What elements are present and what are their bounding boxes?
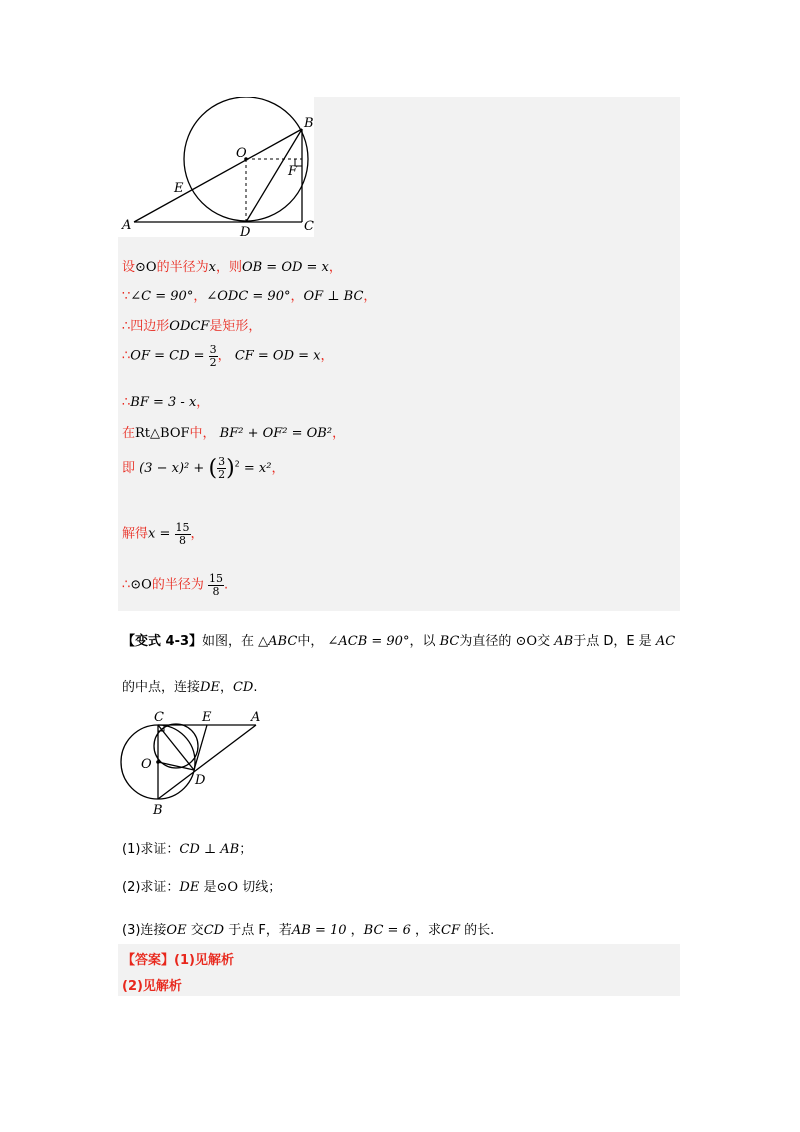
solution-line-8: 解得x = $\frac{15}{8}$ ， [122, 521, 204, 547]
solution-line-1: 设⊙O的半径为x，则OB = OD = x， [122, 260, 342, 275]
fraction-15-8: $\frac{15}{8}$ [175, 521, 190, 547]
figure1-line-AB [134, 129, 302, 222]
figure1-label-A: A [122, 218, 132, 233]
question-3: (3)连接OE 交CD 于点 F，若AB = 10 ，BC = 6 ，求CF 的长. [122, 923, 495, 938]
figure1-label-D: D [240, 225, 251, 239]
solution-line-3: ∴四边形ODCF是矩形， [122, 319, 262, 334]
figure1-label-C: C [304, 219, 314, 234]
solution-line-5: ∴BF = 3 - x， [122, 395, 210, 410]
solution-line-7: 即 (3 − x)² + ( $\frac{3}{2}$ )$^2$ = x²， [122, 455, 285, 481]
figure1-shade [314, 97, 680, 237]
question-1: (1)求证：CD ⊥ AB； [122, 842, 253, 857]
figure1-label-O: O [236, 146, 247, 161]
fraction-3-2: $\frac{3}{2}$ [209, 343, 217, 369]
fraction-15-8-radius: $\frac{15}{8}$ [209, 572, 223, 598]
solution-line-9: ∴⊙O的半径为 $\frac{15}{8}$ . [122, 572, 229, 598]
figure1-label-F: F [288, 164, 298, 179]
solution-line-4: ∴OF = CD = $\frac{3}{2}$ ， CF = OD = x， [122, 343, 334, 369]
fraction-3-2-squared: $\frac{3}{2}$ [218, 455, 226, 481]
figure2-label-O: O [141, 757, 152, 772]
solution-line-6: 在Rt△BOF中， BF² + OF² = OB²， [122, 426, 346, 441]
figure1-diagram [118, 97, 318, 239]
figure2-label-C: C [154, 710, 164, 725]
figure2-diagram [118, 708, 278, 820]
solution-line-2: ∵∠C = 90°，∠ODC = 90°，OF ⊥ BC， [122, 289, 377, 304]
figure2-line-AB [158, 725, 256, 799]
figure1-label-B: B [304, 116, 314, 131]
figure2-point-O [156, 760, 160, 764]
figure2-label-D: D [195, 773, 206, 788]
problem-statement: 【变式 4-3】如图，在 △ABC中， ∠ACB = 90°，以 BC为直径的 ⊙O交 AB于点 D，E 是 AC [122, 634, 676, 649]
question-2: (2)求证：DE 是⊙O 切线； [122, 880, 282, 895]
problem-statement-cont: 的中点，连接DE，CD. [122, 680, 258, 695]
figure2-label-B: B [153, 803, 163, 818]
answer-line-2: (2)见解析 [122, 979, 182, 994]
figure1-label-E: E [174, 181, 184, 196]
figure2-label-E: E [202, 710, 212, 725]
answer-line-1: 【答案】(1)见解析 [122, 953, 234, 968]
figure2-label-A: A [251, 710, 261, 725]
